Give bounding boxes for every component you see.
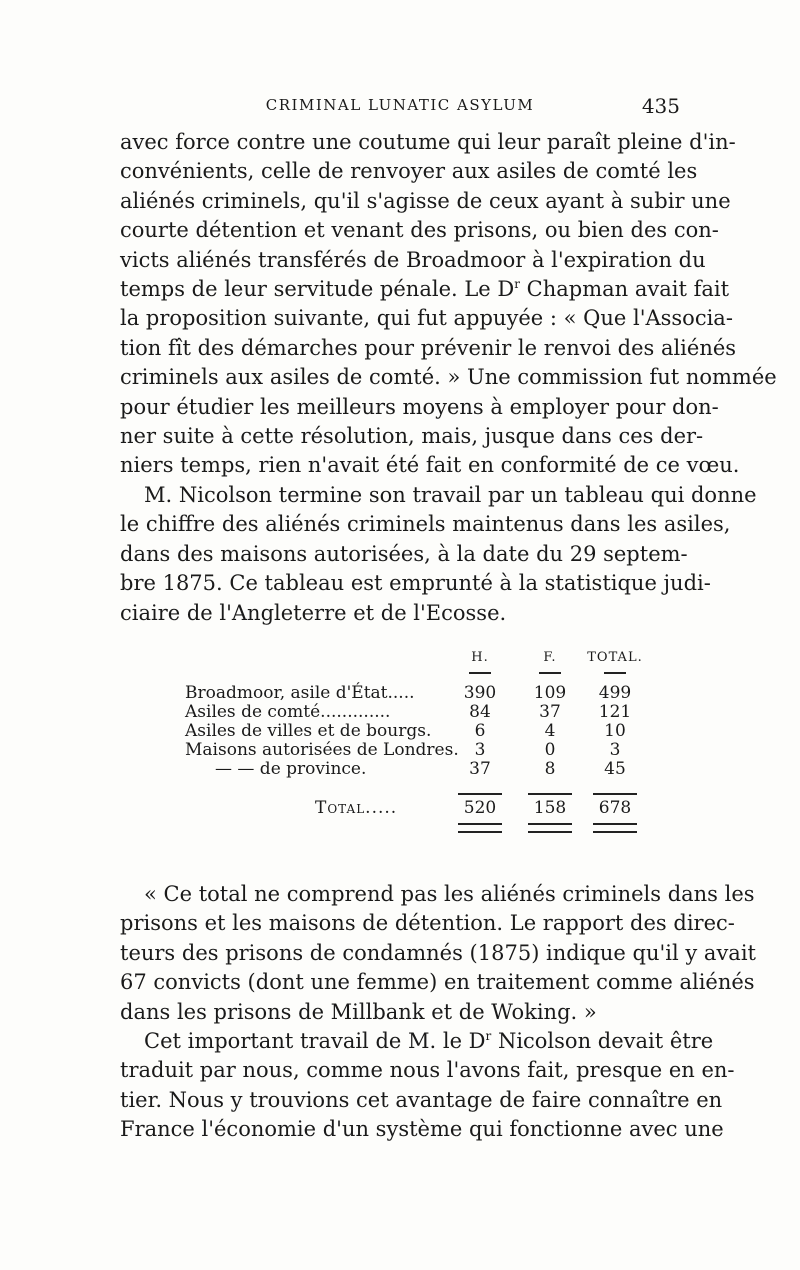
column-header-f: F.	[543, 650, 557, 665]
superscript: r	[514, 277, 520, 292]
cell-total: 3	[609, 740, 621, 760]
page-number: 435	[641, 94, 680, 118]
text-line: convénients, celle de renvoyer aux asiles de comté les	[120, 159, 698, 184]
text-line: tion fît des démarches pour prévenir le renvoi des aliénés	[120, 335, 737, 360]
text-line: courte détention et venant des prisons, ou bien des con-	[120, 218, 719, 243]
total-h: 520	[463, 798, 497, 818]
text-line: pour étudier les meilleurs moyens à employer pour don-	[120, 394, 719, 419]
text-line: France l'économie d'un système qui fonctionne avec une	[120, 1117, 724, 1142]
column-header-h: H.	[471, 650, 489, 665]
text-fragment: temps de leur servitude pénale. Le D	[120, 277, 515, 302]
double-rule	[458, 823, 502, 833]
row-label: Broadmoor, asile d'État.....	[185, 683, 415, 703]
cell-f: 4	[544, 721, 556, 741]
row-label: Asiles de villes et de bourgs.	[185, 721, 432, 741]
text-line: victs aliénés transférés de Broadmoor à l'expiration du	[120, 247, 706, 272]
dash	[539, 672, 561, 674]
cell-h: 390	[463, 683, 497, 703]
sum-rule	[458, 793, 502, 795]
table-row	[185, 703, 633, 722]
text-fragment: Cet important travail de M. le D	[144, 1029, 486, 1054]
total-total: 678	[598, 798, 632, 818]
dash	[604, 672, 626, 674]
text-line: tier. Nous y trouvions cet avantage de faire connaître en	[120, 1087, 723, 1112]
text-line	[120, 1027, 714, 1056]
cell-h: 3	[474, 740, 486, 760]
cell-f: 0	[544, 740, 556, 760]
text-line: teurs des prisons de condamnés (1875) indique qu'il y avait	[120, 940, 756, 965]
text-line: niers temps, rien n'avait été fait en conformité de ce vœu.	[120, 453, 740, 478]
running-title: CRIMINAL LUNATIC ASYLUM	[265, 96, 535, 114]
cell-h: 6	[474, 721, 486, 741]
page-header	[120, 96, 680, 126]
total-label: Total.....	[315, 798, 398, 818]
text-line: dans les prisons de Millbank et de Woking. »	[120, 999, 597, 1024]
cell-f: 8	[544, 759, 556, 779]
total-row	[185, 793, 633, 823]
dash	[469, 672, 491, 674]
row-label: — — de province.	[215, 759, 367, 779]
text-line: le chiffre des aliénés criminels maintenus dans les asiles,	[120, 512, 731, 537]
text-fragment: Chapman avait fait	[519, 277, 730, 302]
superscript: r	[485, 1029, 492, 1044]
header-dashes	[185, 670, 633, 684]
sum-rule	[528, 793, 572, 795]
table-header	[185, 648, 643, 670]
text-line: dans des maisons autorisées, à la date du 29 septem-	[120, 541, 688, 566]
text-line: bre 1875. Ce tableau est emprunté à la statistique judi-	[120, 571, 711, 596]
text-line: avec force contre une coutume qui leur paraît pleine d'in-	[120, 130, 736, 154]
text-line: ciaire de l'Angleterre et de l'Ecosse.	[120, 600, 507, 625]
table-row	[185, 722, 633, 741]
cell-total: 45	[604, 759, 626, 779]
body-text	[120, 128, 777, 628]
text-line: « Ce total ne comprend pas les aliénés criminels dans les	[144, 882, 755, 906]
cell-h: 84	[469, 702, 491, 722]
cell-total: 499	[598, 683, 632, 703]
text-line: 67 convicts (dont une femme) en traitement comme aliénés	[120, 970, 755, 995]
table-row	[185, 760, 633, 779]
text-line: traduit par nous, comme nous l'avons fait, presque en en-	[120, 1058, 735, 1083]
text-line: aliénés criminels, qu'il s'agisse de ceux ayant à subir une	[120, 188, 731, 213]
table-row	[185, 684, 633, 703]
body-text-lower	[120, 880, 756, 1145]
statistics-table	[185, 648, 643, 823]
double-rule	[593, 823, 637, 833]
text-fragment: Nicolson devait être	[491, 1029, 714, 1054]
table-row	[185, 741, 633, 760]
double-rule	[528, 823, 572, 833]
sum-rule	[593, 793, 637, 795]
column-header-total: TOTAL.	[587, 650, 643, 665]
cell-f: 109	[533, 683, 567, 703]
cell-h: 37	[469, 759, 491, 779]
cell-total: 10	[604, 721, 626, 741]
cell-total: 121	[598, 702, 632, 722]
total-f: 158	[533, 798, 567, 818]
text-line: criminels aux asiles de comté. » Une commission fut nommée	[120, 365, 777, 390]
text-line: ner suite à cette résolution, mais, jusque dans ces der-	[120, 424, 704, 449]
row-label: Asiles de comté.............	[185, 702, 391, 722]
row-label: Maisons autorisées de Londres.	[185, 740, 459, 760]
text-line: prisons et les maisons de détention. Le rapport des direc-	[120, 911, 735, 936]
text-line: la proposition suivante, qui fut appuyée : « Que l'Associa-	[120, 306, 733, 331]
cell-f: 37	[539, 702, 561, 722]
text-line	[120, 275, 730, 304]
text-line: M. Nicolson termine son travail par un tableau qui donne	[144, 482, 757, 507]
